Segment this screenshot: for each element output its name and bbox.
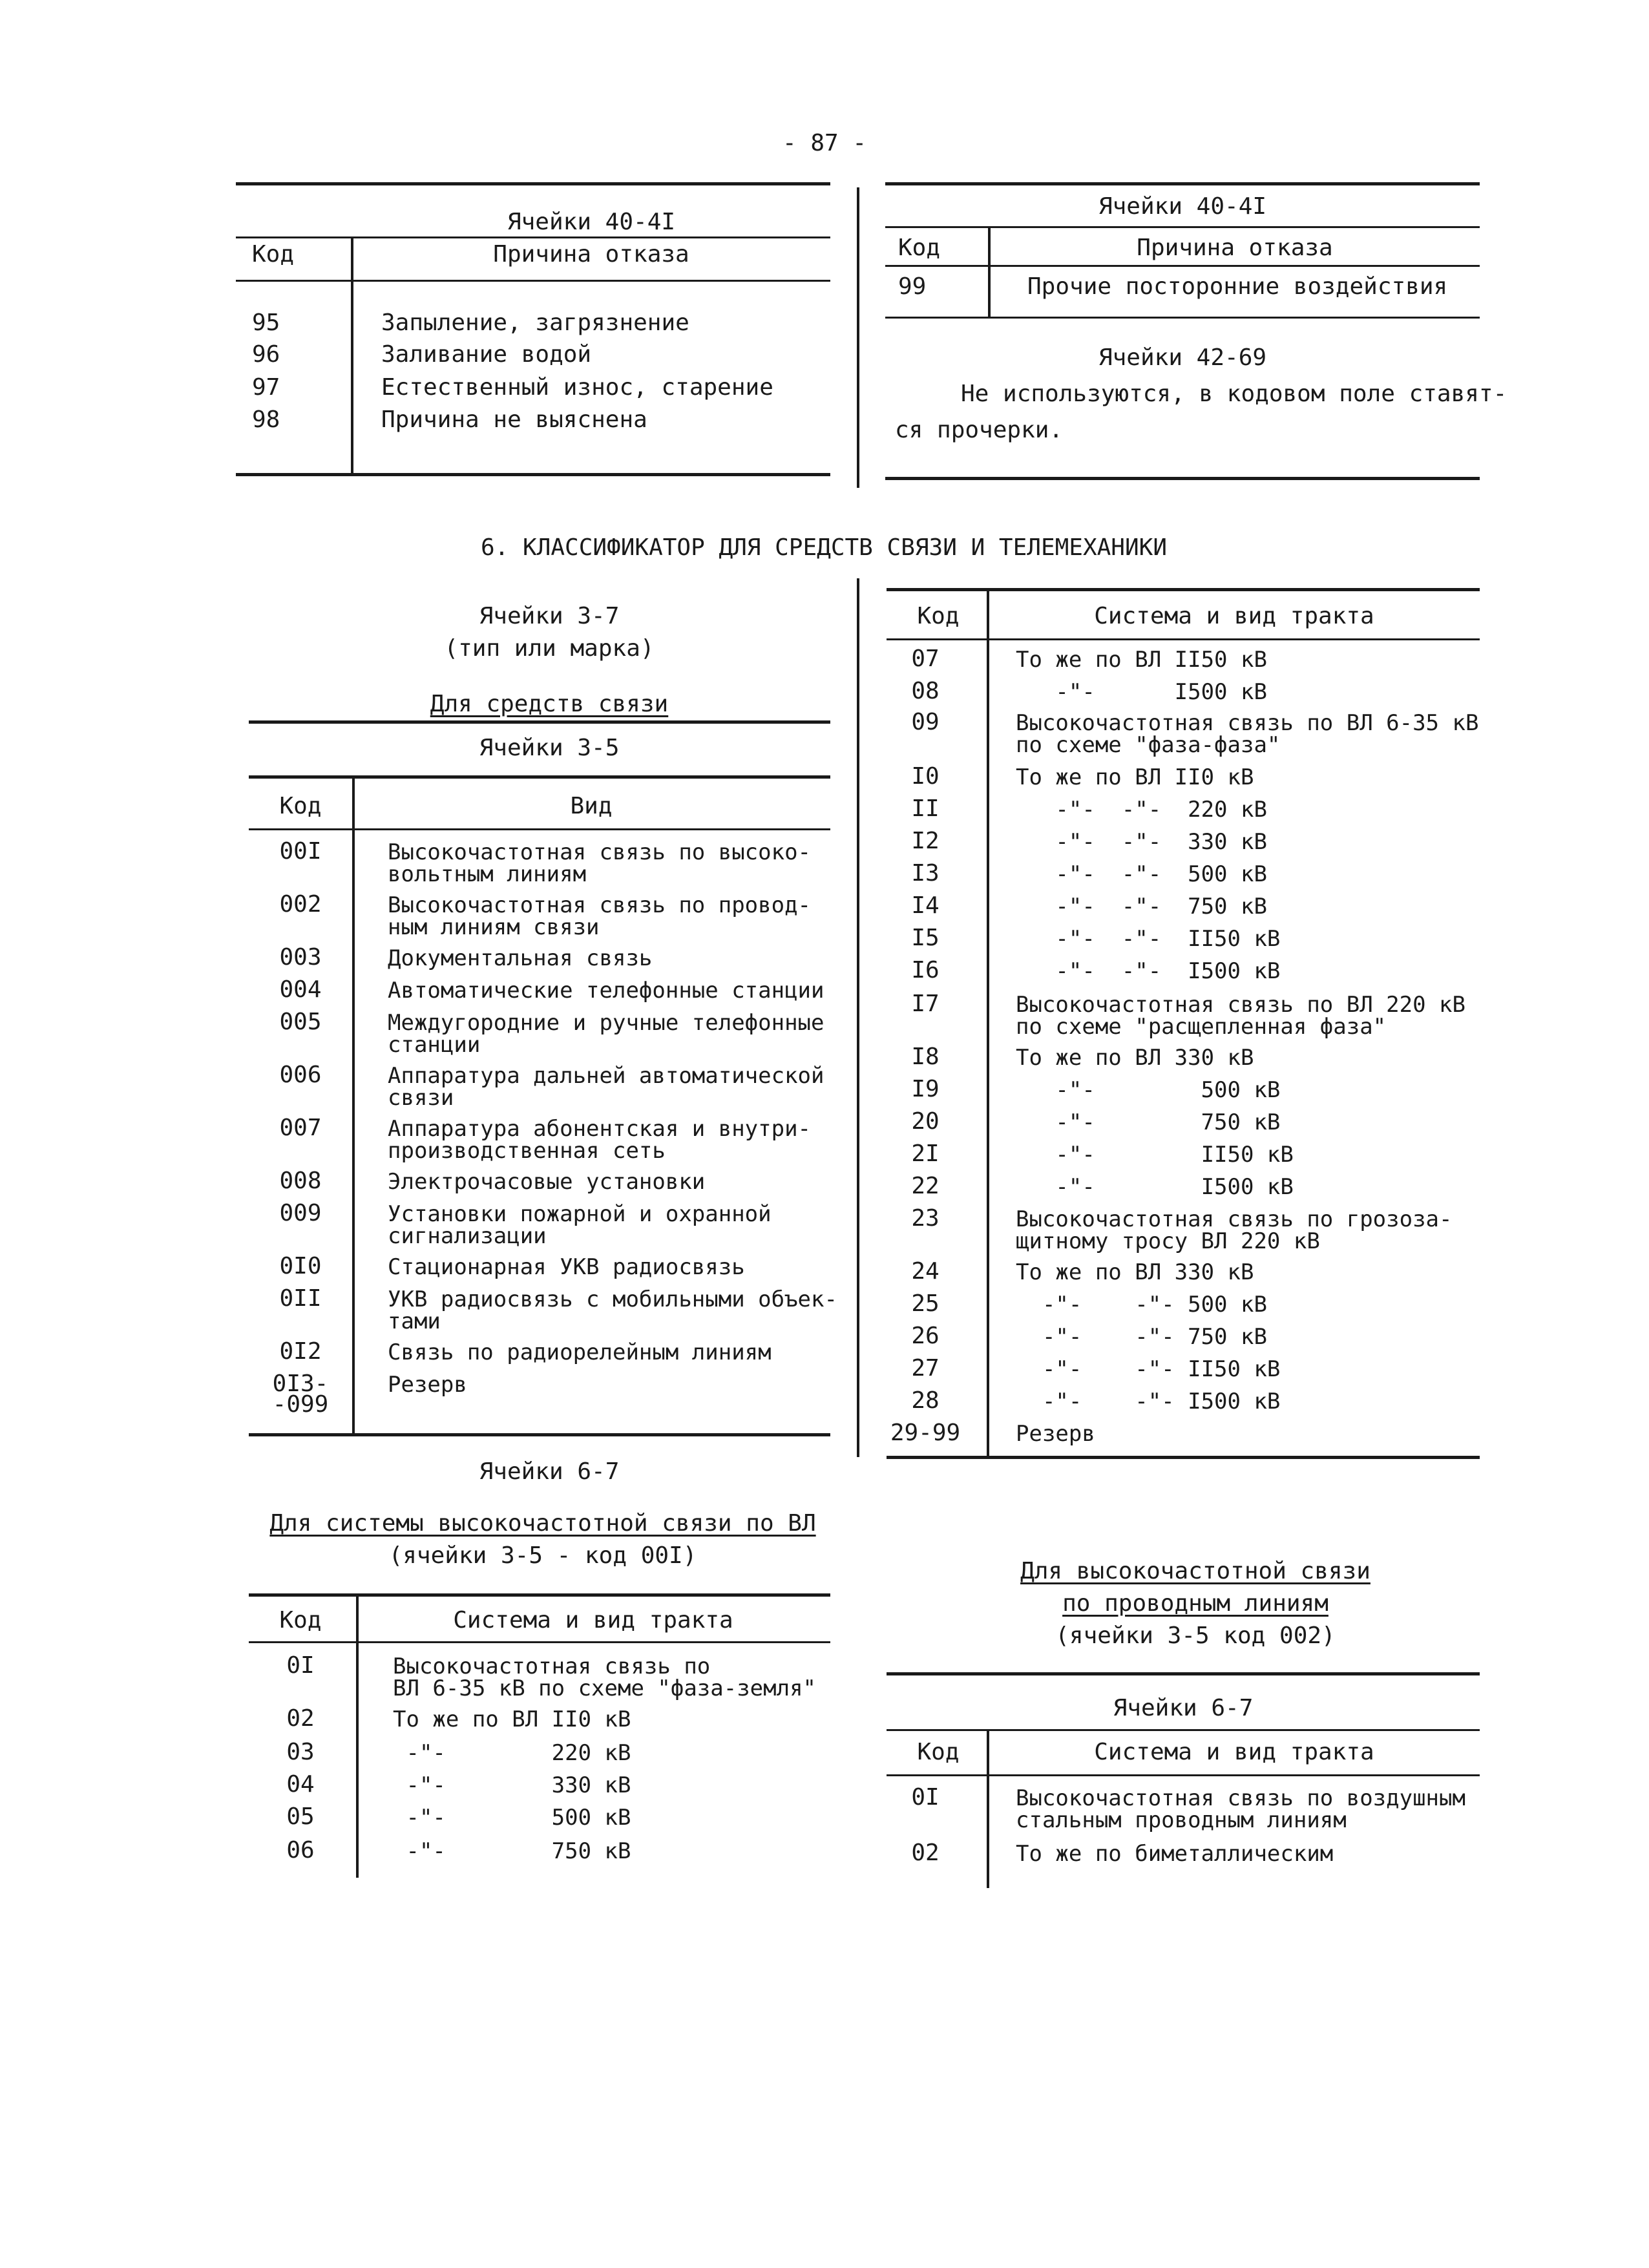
row-text: связи (388, 1085, 454, 1111)
col-header-code: Код (279, 1607, 322, 1633)
row-code: 06 (286, 1837, 315, 1864)
row-text: УКВ радиосвязь с мобильными объек- (388, 1286, 837, 1312)
rule (249, 1641, 830, 1643)
row-text: -"- -"- I500 кВ (1016, 1389, 1281, 1414)
row-text: Документальная связь (388, 945, 653, 971)
caption-cells-6-7: Ячейки 6-7 (1113, 1695, 1254, 1721)
row-code: 22 (911, 1173, 940, 1199)
col-header-system: Система и вид тракта (453, 1607, 733, 1633)
row-code: 28 (911, 1387, 940, 1414)
subtitle-hf-overhead: Для системы высокочастотной связи по ВЛ (269, 1510, 816, 1537)
page-number: - 87 - (782, 130, 867, 156)
column-divider-middle (857, 578, 859, 1457)
col-header-reason: Причина отказа (1137, 235, 1333, 261)
table-caption: Ячейки 40-4I (1098, 193, 1267, 220)
row-code: 002 (279, 891, 322, 918)
row-text: Резерв (388, 1372, 467, 1398)
row-code: 08 (911, 678, 940, 704)
row-code: I9 (911, 1076, 940, 1102)
row-code: 99 (898, 273, 927, 300)
row-code: I0 (911, 763, 940, 790)
note-text: Не используются, в кодовом поле ставят- (961, 381, 1507, 407)
row-code: 004 (279, 976, 322, 1003)
row-text: Резерв (1016, 1421, 1095, 1447)
row-text: -"- -"- 220 кВ (1016, 797, 1267, 823)
col-header-reason: Причина отказа (493, 241, 689, 268)
row-text: -"- 500 кВ (393, 1805, 631, 1831)
col-header-system: Система и вид тракта (1094, 603, 1374, 629)
table-caption: Ячейки 40-4I (507, 209, 676, 235)
row-text: станции (388, 1032, 481, 1058)
row-code: 25 (911, 1290, 940, 1317)
col-header-kind: Вид (570, 793, 613, 819)
row-code: I7 (911, 991, 940, 1017)
col-header-code: Код (898, 235, 941, 261)
rule (236, 473, 830, 476)
row-text: То же по ВЛ II0 кВ (393, 1706, 631, 1732)
rule (887, 1774, 1480, 1776)
row-text: Высокочастотная связь по (393, 1654, 711, 1679)
row-text: Естественный износ, старение (381, 374, 773, 401)
row-text: тами (388, 1308, 441, 1334)
row-text: Аппаратура дальней автоматической (388, 1063, 824, 1089)
row-code: I3 (911, 860, 940, 887)
rule (249, 1433, 830, 1436)
col-header-system: Система и вид тракта (1094, 1739, 1374, 1765)
row-text: Установки пожарной и охранной (388, 1201, 772, 1227)
row-text: ВЛ 6-35 кВ по схеме "фаза-земля" (393, 1675, 817, 1701)
row-text: Прочие посторонние воздействия (1027, 273, 1448, 300)
row-code: I6 (911, 957, 940, 983)
row-code: I8 (911, 1044, 940, 1070)
row-code: I4 (911, 892, 940, 919)
row-code: 09 (911, 709, 940, 735)
note-text: ся прочерки. (895, 417, 1064, 443)
row-text: щитному тросу ВЛ 220 кВ (1016, 1228, 1320, 1254)
row-text: Междугородние и ручные телефонные (388, 1010, 824, 1036)
rule (887, 1729, 1480, 1731)
row-code: 02 (286, 1705, 315, 1732)
row-text: -"- -"- 500 кВ (1016, 1292, 1267, 1318)
row-text: Связь по радиорелейным линиям (388, 1339, 772, 1365)
row-code: 05 (286, 1803, 315, 1830)
rule (885, 182, 1480, 185)
column-rule (987, 1729, 989, 1888)
col-header-code: Код (917, 603, 960, 629)
row-code: II (911, 795, 940, 822)
caption-cells-42-69: Ячейки 42-69 (1098, 344, 1267, 371)
row-text: Высокочастотная связь по провод- (388, 892, 812, 918)
row-code: 007 (279, 1115, 322, 1141)
row-code: 96 (252, 341, 280, 368)
subtitle-hf-wire-note: (ячейки 3-5 код 002) (1055, 1622, 1336, 1649)
subtitle-communication: Для средств связи (430, 691, 669, 717)
row-code: 0II (279, 1285, 322, 1312)
subtitle-hf-overhead-note: (ячейки 3-5 - код 00I) (388, 1542, 697, 1569)
subtitle-hf-wire: Для высокочастотной связи (1020, 1558, 1371, 1584)
row-code: 07 (911, 646, 940, 672)
row-text: -"- -"- 750 кВ (1016, 1324, 1267, 1350)
row-text: Высокочастотная связь по ВЛ 6-35 кВ (1016, 710, 1479, 736)
rule (236, 182, 830, 185)
row-text: То же по ВЛ 330 кВ (1016, 1259, 1254, 1285)
column-divider-top (857, 187, 859, 488)
row-text: -"- -"- I500 кВ (1016, 958, 1281, 984)
row-text: Высокочастотная связь по высоко- (388, 839, 812, 865)
col-header-code: Код (279, 793, 322, 819)
row-code: 003 (279, 944, 322, 971)
row-text: -"- I500 кВ (1016, 1174, 1294, 1200)
rule (249, 1593, 830, 1597)
rule (236, 280, 830, 282)
subtitle-hf-wire-2: по проводным линиям (1062, 1590, 1329, 1617)
row-text: -"- -"- II50 кВ (1016, 926, 1281, 952)
row-text: Высокочастотная связь по воздушным (1016, 1785, 1465, 1811)
row-code: 0I3- (272, 1370, 329, 1397)
row-text: То же по ВЛ II50 кВ (1016, 647, 1267, 673)
row-code: 006 (279, 1062, 322, 1088)
row-code-continued: -099 (272, 1391, 329, 1418)
column-rule (988, 226, 991, 318)
column-rule (352, 775, 355, 1436)
row-text: Заливание водой (381, 341, 592, 368)
rule (885, 317, 1480, 319)
row-code: 04 (286, 1771, 315, 1798)
column-rule (356, 1593, 359, 1878)
row-code: 98 (252, 406, 280, 433)
row-text: То же по биметаллическим (1016, 1841, 1334, 1867)
row-text: -"- 750 кВ (393, 1838, 631, 1864)
row-text: Высокочастотная связь по ВЛ 220 кВ (1016, 992, 1465, 1018)
row-text: Аппаратура абонентская и внутри- (388, 1116, 812, 1142)
row-text: То же по ВЛ 330 кВ (1016, 1045, 1254, 1071)
row-code: 27 (911, 1355, 940, 1381)
row-text: Стационарная УКВ радиосвязь (388, 1254, 745, 1280)
row-code: 0I (286, 1652, 315, 1679)
col-header-code: Код (252, 241, 295, 268)
row-text: -"- -"- 500 кВ (1016, 861, 1267, 887)
row-code: 23 (911, 1205, 940, 1232)
row-code: 008 (279, 1168, 322, 1194)
rule (249, 720, 830, 724)
row-code: 005 (279, 1009, 322, 1035)
section-title: 6. КЛАССИФИКАТОР ДЛЯ СРЕДСТВ СВЯЗИ И ТЕЛЕМЕХАНИКИ (480, 534, 1168, 561)
row-text: Автоматические телефонные станции (388, 978, 824, 1003)
row-code: 00I (279, 838, 322, 865)
row-code: 0I (911, 1784, 940, 1811)
row-code: 2I (911, 1140, 940, 1167)
row-code: 0I0 (279, 1253, 322, 1279)
row-code: 02 (911, 1840, 940, 1866)
rule (885, 226, 1480, 228)
rule (887, 1672, 1480, 1675)
rule (249, 828, 830, 830)
row-code: I2 (911, 828, 940, 854)
row-text: сигнализации (388, 1223, 547, 1249)
row-text: -"- 330 кВ (393, 1772, 631, 1798)
row-text: по схеме "фаза-фаза" (1016, 732, 1281, 758)
col-header-code: Код (917, 1739, 960, 1765)
rule (885, 265, 1480, 267)
row-text: производственная сеть (388, 1138, 666, 1164)
row-text: вольтным линиям (388, 861, 587, 887)
row-code: 97 (252, 374, 280, 401)
rule (885, 477, 1480, 480)
rule (236, 236, 830, 238)
row-code: 009 (279, 1200, 322, 1226)
rule (249, 775, 830, 779)
row-text: стальным проводным линиям (1016, 1807, 1347, 1833)
row-code: 20 (911, 1108, 940, 1135)
row-text: по схеме "расщепленная фаза" (1016, 1014, 1387, 1040)
row-text: -"- -"- 750 кВ (1016, 894, 1267, 919)
row-code: 0I2 (279, 1338, 322, 1365)
row-text: Причина не выяснена (381, 406, 647, 433)
column-rule (351, 236, 353, 474)
caption-cells-3-5: Ячейки 3-5 (479, 735, 620, 761)
row-text: -"- -"- 330 кВ (1016, 829, 1267, 855)
row-text: -"- 220 кВ (393, 1740, 631, 1766)
row-code: I5 (911, 925, 940, 951)
cells-caption: Ячейки 3-7 (479, 603, 620, 629)
rule (887, 588, 1480, 591)
rule (887, 1456, 1480, 1459)
row-text: -"- 750 кВ (1016, 1109, 1281, 1135)
row-text: ным линиям связи (388, 914, 600, 940)
row-text: -"- I500 кВ (1016, 679, 1267, 705)
row-text: -"- II50 кВ (1016, 1142, 1294, 1168)
row-text: Запыление, загрязнение (381, 310, 689, 336)
rule (887, 638, 1480, 640)
row-text: -"- -"- II50 кВ (1016, 1356, 1281, 1382)
row-text: То же по ВЛ II0 кВ (1016, 764, 1254, 790)
row-code: 29-99 (890, 1420, 961, 1446)
row-text: -"- 500 кВ (1016, 1077, 1281, 1103)
row-code: 24 (911, 1258, 940, 1285)
cells-subcaption: (тип или марка) (444, 635, 655, 662)
row-text: Высокочастотная связь по грозоза- (1016, 1206, 1453, 1232)
caption-cells-6-7: Ячейки 6-7 (479, 1458, 620, 1485)
row-code: 95 (252, 310, 280, 336)
row-text: Электрочасовые установки (388, 1169, 706, 1195)
row-code: 26 (911, 1323, 940, 1349)
row-code: 03 (286, 1739, 315, 1765)
column-rule (987, 588, 989, 1457)
